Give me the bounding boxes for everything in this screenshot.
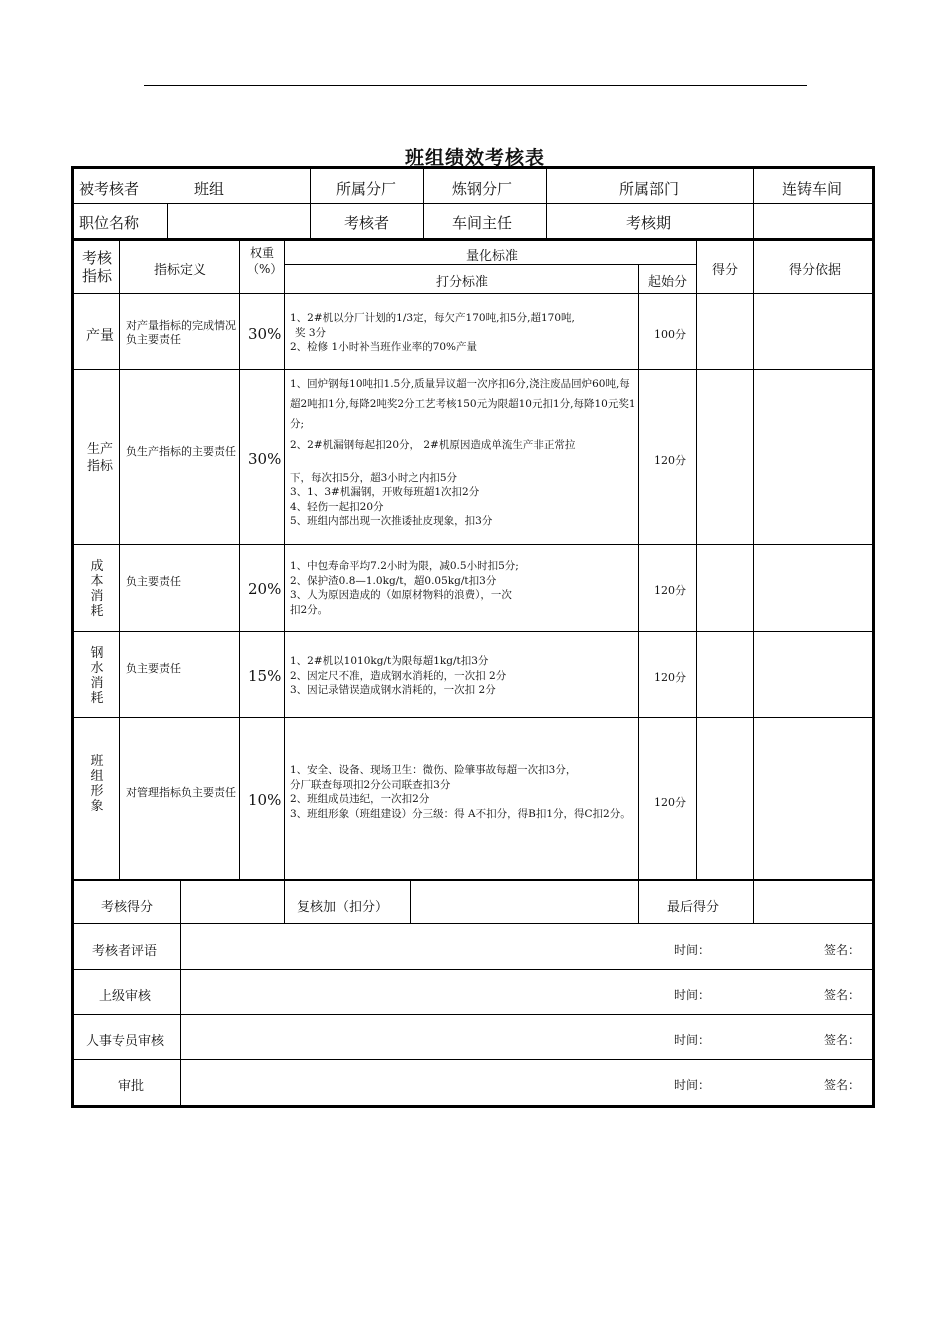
scoring-criteria: 1、回炉钢每10吨扣1.5分,质量异议超一次序扣6分,浇注废品回炉60吨,每超2吨扣1分,每降2吨奖2分工艺考核150元为限超10元扣1分,每降10元奖1分; 2、2#机漏钢每起扣20分， 2#机原因造成单流生产非正常拉 下，每次扣5分，超3小时之内扣5分 3、1、3#机漏钢，开败每班超1次扣2分 4、轻伤一起扣20分 5、班组内部出现一次推诿扯皮现象，扣3分 (290, 378, 636, 527)
indicator-weight: 15% (248, 667, 282, 685)
indicator-weight: 10% (248, 791, 282, 809)
branch-value: 炼钢分厂 (452, 180, 513, 198)
indicator-weight: 30% (248, 325, 282, 343)
col-quant-header: 量化标准 (466, 249, 519, 264)
grid-line (753, 241, 754, 879)
grid-line (74, 1014, 872, 1015)
grid-line (546, 169, 547, 238)
base-score: 120分 (654, 671, 686, 684)
indicator-definition: 对管理指标负主要责任 (126, 786, 236, 799)
final-score-label: 最后得分 (667, 900, 720, 915)
grid-line (423, 169, 424, 238)
grid-line (696, 241, 697, 879)
indicator-definition: 负生产指标的主要责任 (126, 445, 236, 458)
signature-label: 签名： (824, 1033, 861, 1047)
grid-line (74, 1059, 872, 1060)
grid-line (753, 169, 754, 238)
assess-score-label: 考核得分 (101, 900, 154, 915)
assessment-table (71, 166, 875, 1108)
time-label: 时间： (674, 988, 711, 1002)
indicator-definition: 负主要责任 (126, 575, 181, 588)
assessee-label: 被考核者 (79, 180, 140, 198)
base-score: 120分 (654, 584, 686, 597)
assessee-value: 班组 (194, 180, 225, 198)
grid-line (285, 264, 697, 265)
col-scoring-header: 打分标准 (436, 275, 489, 290)
indicator-name: 生产指标 (86, 442, 113, 474)
grid-line (638, 879, 639, 923)
scoring-criteria: 1、中包寿命平均7.2小时为限，减0.5小时扣5分; 2、保护渣0.8—1.0kg/t，超0.05kg/t扣3分 3、人为原因造成的（如原材物料的浪费），一次 扣2分。 (290, 560, 519, 616)
scoring-criteria: 1、2#机以1010kg/t为限每超1kg/t扣3分 2、因定尺不准，造成钢水消耗的，一次扣 2分 3、因记录错误造成钢水消耗的，一次扣 2分 (290, 655, 507, 696)
time-label: 时间： (674, 943, 711, 957)
indicator-weight: 30% (248, 450, 282, 468)
grid-line (167, 203, 168, 238)
sign-row-label: 审批 (118, 1079, 145, 1094)
base-score: 120分 (654, 454, 686, 467)
time-label: 时间： (674, 1078, 711, 1092)
sign-row-label: 上级审核 (99, 989, 152, 1004)
grid-line (119, 241, 120, 879)
indicator-name: 班组形象 (90, 754, 104, 814)
grid-line (180, 879, 181, 1105)
time-label: 时间： (674, 1033, 711, 1047)
signature-label: 签名： (824, 1078, 861, 1092)
grid-line (284, 879, 285, 923)
assessor-label: 考核者 (344, 214, 390, 232)
indicator-name: 成本消耗 (90, 559, 104, 619)
col-base-header: 起始分 (648, 275, 688, 290)
grid-line (310, 169, 311, 238)
top-rule (144, 85, 807, 86)
position-label: 职位名称 (79, 214, 140, 232)
indicator-definition: 负主要责任 (126, 662, 181, 675)
col-basis-header: 得分依据 (789, 263, 842, 278)
review-label: 复核加（扣分） (297, 900, 389, 915)
grid-line (74, 923, 872, 924)
grid-line (753, 879, 754, 923)
grid-line (284, 241, 285, 879)
grid-line (239, 241, 240, 879)
signature-label: 签名： (824, 943, 861, 957)
col-score-header: 得分 (712, 263, 739, 278)
grid-line (410, 879, 411, 923)
col-indicator-header: 考核 指标 (82, 249, 113, 285)
col-weight-header: 权重（%） (247, 246, 283, 276)
period-label: 考核期 (626, 214, 672, 232)
dept-value: 连铸车间 (782, 180, 843, 198)
indicator-name: 钢水消耗 (90, 646, 104, 706)
indicator-definition: 对产量指标的完成情况负主要责任 (126, 319, 236, 346)
assessor-value: 车间主任 (452, 214, 513, 232)
branch-label: 所属分厂 (336, 180, 397, 198)
indicator-weight: 20% (248, 580, 282, 598)
col-definition-header: 指标定义 (154, 263, 207, 278)
indicator-name: 产量 (86, 328, 114, 344)
sign-row-label: 人事专员审核 (86, 1034, 165, 1049)
page-title: 班组绩效考核表 (404, 147, 545, 169)
scoring-criteria: 1、2#机以分厂计划的1/3定，每欠产170吨,扣5分,超170吨, 奖 3分 2、检修 1小时补当班作业率的70%产量 (290, 312, 575, 353)
grid-line (74, 969, 872, 970)
signature-label: 签名： (824, 988, 861, 1002)
sign-row-label: 考核者评语 (92, 944, 158, 959)
base-score: 120分 (654, 796, 686, 809)
base-score: 100分 (654, 328, 686, 341)
dept-label: 所属部门 (619, 180, 680, 198)
scoring-criteria: 1、安全、设备、现场卫生：微伤、险肇事故每超一次扣3分， 分厂联查每项扣2分公司联查扣3分 2、班组成员违纪，一次扣2分 3、班组形象（班组建设）分三级：得 A不扣分，得B扣1分，得C扣2分。 (290, 764, 631, 820)
